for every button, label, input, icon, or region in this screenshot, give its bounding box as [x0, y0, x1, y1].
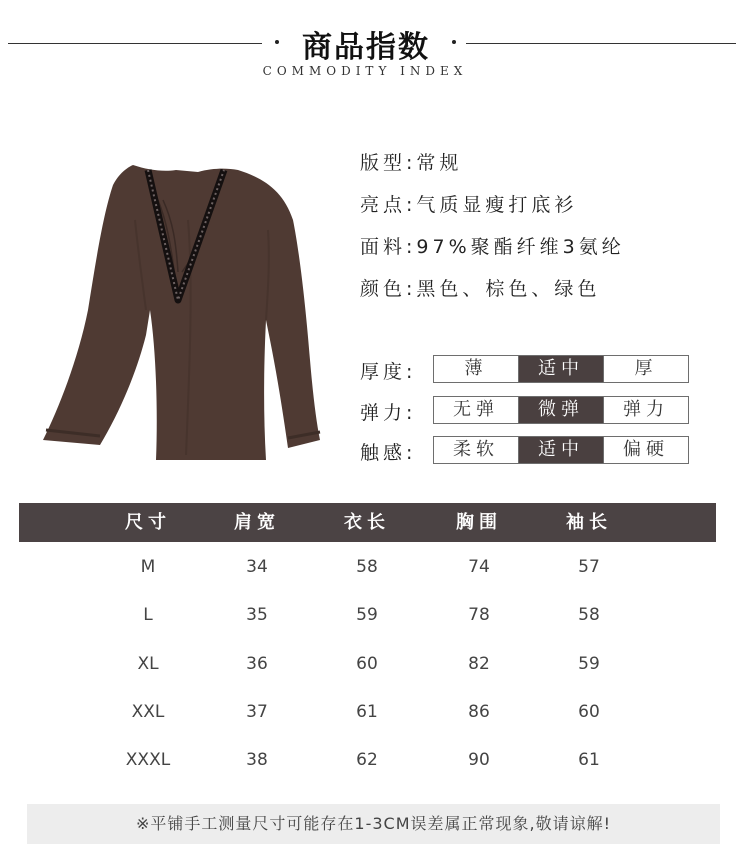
- table-cell: 86: [468, 702, 490, 722]
- column-header-sleeve: 袖长: [566, 512, 612, 533]
- column-header-chest: 胸围: [456, 512, 502, 533]
- scale-option-selected: 适中: [518, 356, 603, 382]
- table-cell: L: [143, 605, 153, 625]
- table-cell: XXL: [131, 702, 165, 722]
- column-header-size: 尺寸: [125, 512, 171, 533]
- table-cell: 78: [468, 605, 490, 625]
- scale-options: [433, 355, 689, 383]
- attribute-fit: 版型:常规: [360, 152, 463, 174]
- table-row: [19, 600, 716, 630]
- table-cell: 74: [468, 557, 490, 577]
- column-header-length: 衣长: [344, 512, 390, 533]
- section-header: [0, 0, 750, 100]
- table-cell: 57: [578, 557, 600, 577]
- scale-option: 柔软: [453, 439, 499, 460]
- scale-option: 厚: [603, 356, 688, 382]
- table-cell: 58: [356, 557, 378, 577]
- table-cell: M: [140, 557, 156, 577]
- header-divider-right: [466, 43, 736, 44]
- product-image: [38, 160, 328, 460]
- header-dot-right: [452, 40, 456, 44]
- table-cell: 35: [246, 605, 268, 625]
- scale-label: 触感:: [360, 442, 417, 464]
- table-cell: XXXL: [125, 750, 171, 770]
- scale-option-selected: 适中: [518, 437, 603, 463]
- table-cell: 37: [246, 702, 268, 722]
- table-cell: 34: [246, 557, 268, 577]
- size-table-header: [19, 503, 716, 542]
- table-cell: 59: [356, 605, 378, 625]
- scale-options: [433, 396, 689, 424]
- table-cell: 62: [356, 750, 378, 770]
- table-cell: 82: [468, 654, 490, 674]
- header-divider-left: [8, 43, 262, 44]
- measurement-note: ※平铺手工测量尺寸可能存在1-3CM误差属正常现象,敬请谅解!: [27, 804, 720, 844]
- scale-option: 偏硬: [603, 437, 688, 463]
- scale-option: 弹力: [603, 397, 688, 423]
- header-dot-left: [275, 40, 279, 44]
- table-cell: 61: [356, 702, 378, 722]
- attribute-fabric: 面料:97%聚酯纤维3氨纶: [360, 236, 625, 258]
- scale-option: 薄: [464, 358, 488, 379]
- column-header-shoulder: 肩宽: [234, 512, 280, 533]
- table-row: [19, 649, 716, 679]
- table-cell: 59: [578, 654, 600, 674]
- table-cell: 58: [578, 605, 600, 625]
- section-subtitle: COMMODITY INDEX: [262, 64, 468, 78]
- table-row: [19, 552, 716, 582]
- section-title: 商品指数: [302, 30, 430, 65]
- table-row: [19, 745, 716, 775]
- table-cell: 60: [578, 702, 600, 722]
- scale-label: 厚度:: [360, 361, 417, 383]
- table-row: [19, 697, 716, 727]
- scale-options: [433, 436, 689, 464]
- scale-label: 弹力:: [360, 402, 417, 424]
- attribute-highlight: 亮点:气质显瘦打底衫: [360, 194, 578, 216]
- scale-option-selected: 微弹: [518, 397, 603, 423]
- table-cell: 38: [246, 750, 268, 770]
- scale-option: 无弹: [453, 399, 499, 420]
- brown-vneck-longsleeve-top-icon: [38, 160, 328, 460]
- table-cell: 90: [468, 750, 490, 770]
- table-cell: 36: [246, 654, 268, 674]
- attribute-colors: 颜色:黑色、棕色、绿色: [360, 278, 601, 300]
- table-cell: 61: [578, 750, 600, 770]
- table-cell: XL: [137, 654, 159, 674]
- table-cell: 60: [356, 654, 378, 674]
